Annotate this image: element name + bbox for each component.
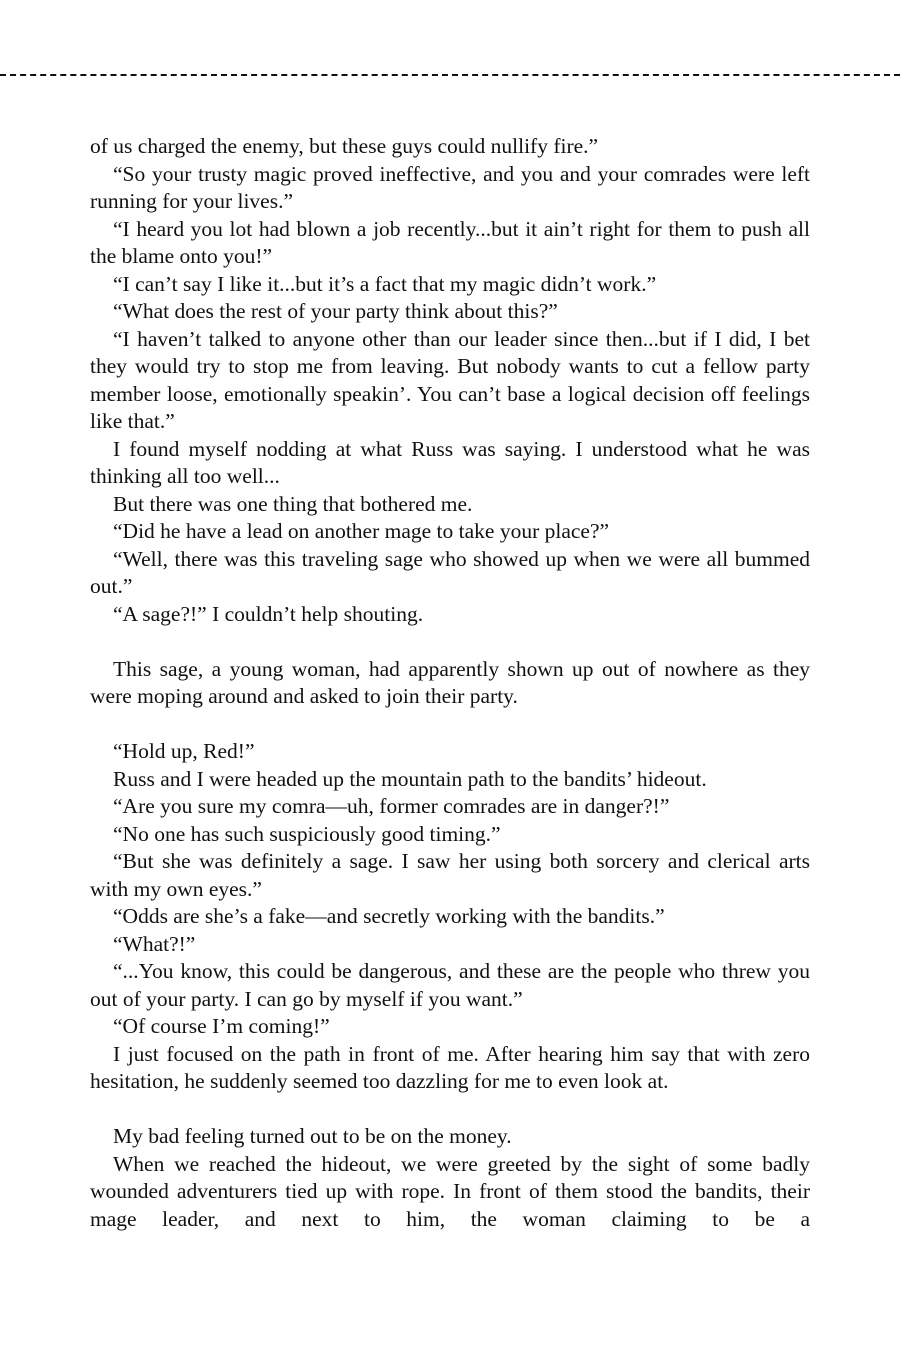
paragraph: “What does the rest of your party think about this?” bbox=[113, 299, 558, 323]
paragraph: “...You know, this could be dangerous, and these are the people who threw you out of your party. I can go by myself if you want.” bbox=[90, 959, 810, 1011]
paragraph: This sage, a young woman, had apparently shown up out of nowhere as they were moping around and asked to join their party. bbox=[90, 656, 810, 708]
paragraph: “Of course I’m coming!” bbox=[113, 1014, 330, 1038]
paragraph: “A sage?!” I couldn’t help shouting. bbox=[113, 601, 424, 626]
paragraph: “I can’t say I like it...but it’s a fact that my magic didn’t work.” bbox=[113, 271, 657, 296]
scene-break bbox=[90, 711, 810, 739]
paragraph: “Did he have a lead on another mage to take your place?” bbox=[113, 519, 610, 543]
body-text bbox=[90, 133, 810, 1233]
paragraph: of us charged the enemy, but these guys could nullify fire.” bbox=[90, 134, 599, 158]
paragraph: “No one has such suspiciously good timing.” bbox=[113, 821, 501, 846]
paragraph: “I heard you lot had blown a job recently...but it ain’t right for them to push all the blame onto you!” bbox=[90, 216, 810, 268]
scene-break bbox=[90, 628, 810, 656]
paragraph: “I haven’t talked to anyone other than our leader since then...but if I did, I bet they would try to stop me from leaving. But nobody wants to cut a fellow party member loose, emotionally speakin’. You can’t base a logical decision off feelings like that.” bbox=[90, 326, 810, 433]
paragraph: My bad feeling turned out to be on the money. bbox=[113, 1124, 512, 1148]
paragraph: When we reached the hideout, we were greeted by the sight of some badly wounded adventurers tied up with rope. In front of them stood the bandits, their mage leader, and next to him, the woman claiming to be a bbox=[90, 1151, 810, 1231]
paragraph: I just focused on the path in front of me. After hearing him say that with zero hesitation, he suddenly seemed too dazzling for me to even look at. bbox=[90, 1041, 810, 1093]
paragraph: “Odds are she’s a fake—and secretly working with the bandits.” bbox=[113, 904, 665, 928]
paragraph: “But she was definitely a sage. I saw her using both sorcery and clerical arts with my own eyes.” bbox=[90, 849, 810, 901]
paragraph: Russ and I were headed up the mountain path to the bandits’ hideout. bbox=[113, 766, 707, 791]
paragraph: “Are you sure my comra—uh, former comrades are in danger?!” bbox=[113, 794, 670, 818]
paragraph: “What?!” bbox=[113, 931, 196, 956]
paragraph: “Hold up, Red!” bbox=[113, 739, 255, 763]
paragraph: I found myself nodding at what Russ was saying. I understood what he was thinking all too well... bbox=[90, 436, 810, 488]
scene-break bbox=[90, 1096, 810, 1124]
dashed-cut-line bbox=[0, 74, 900, 76]
paragraph: “So your trusty magic proved ineffective, and you and your comrades were left running for your lives.” bbox=[90, 161, 810, 213]
paragraph: “Well, there was this traveling sage who showed up when we were all bummed out.” bbox=[90, 546, 810, 598]
paragraph: But there was one thing that bothered me. bbox=[113, 491, 473, 516]
